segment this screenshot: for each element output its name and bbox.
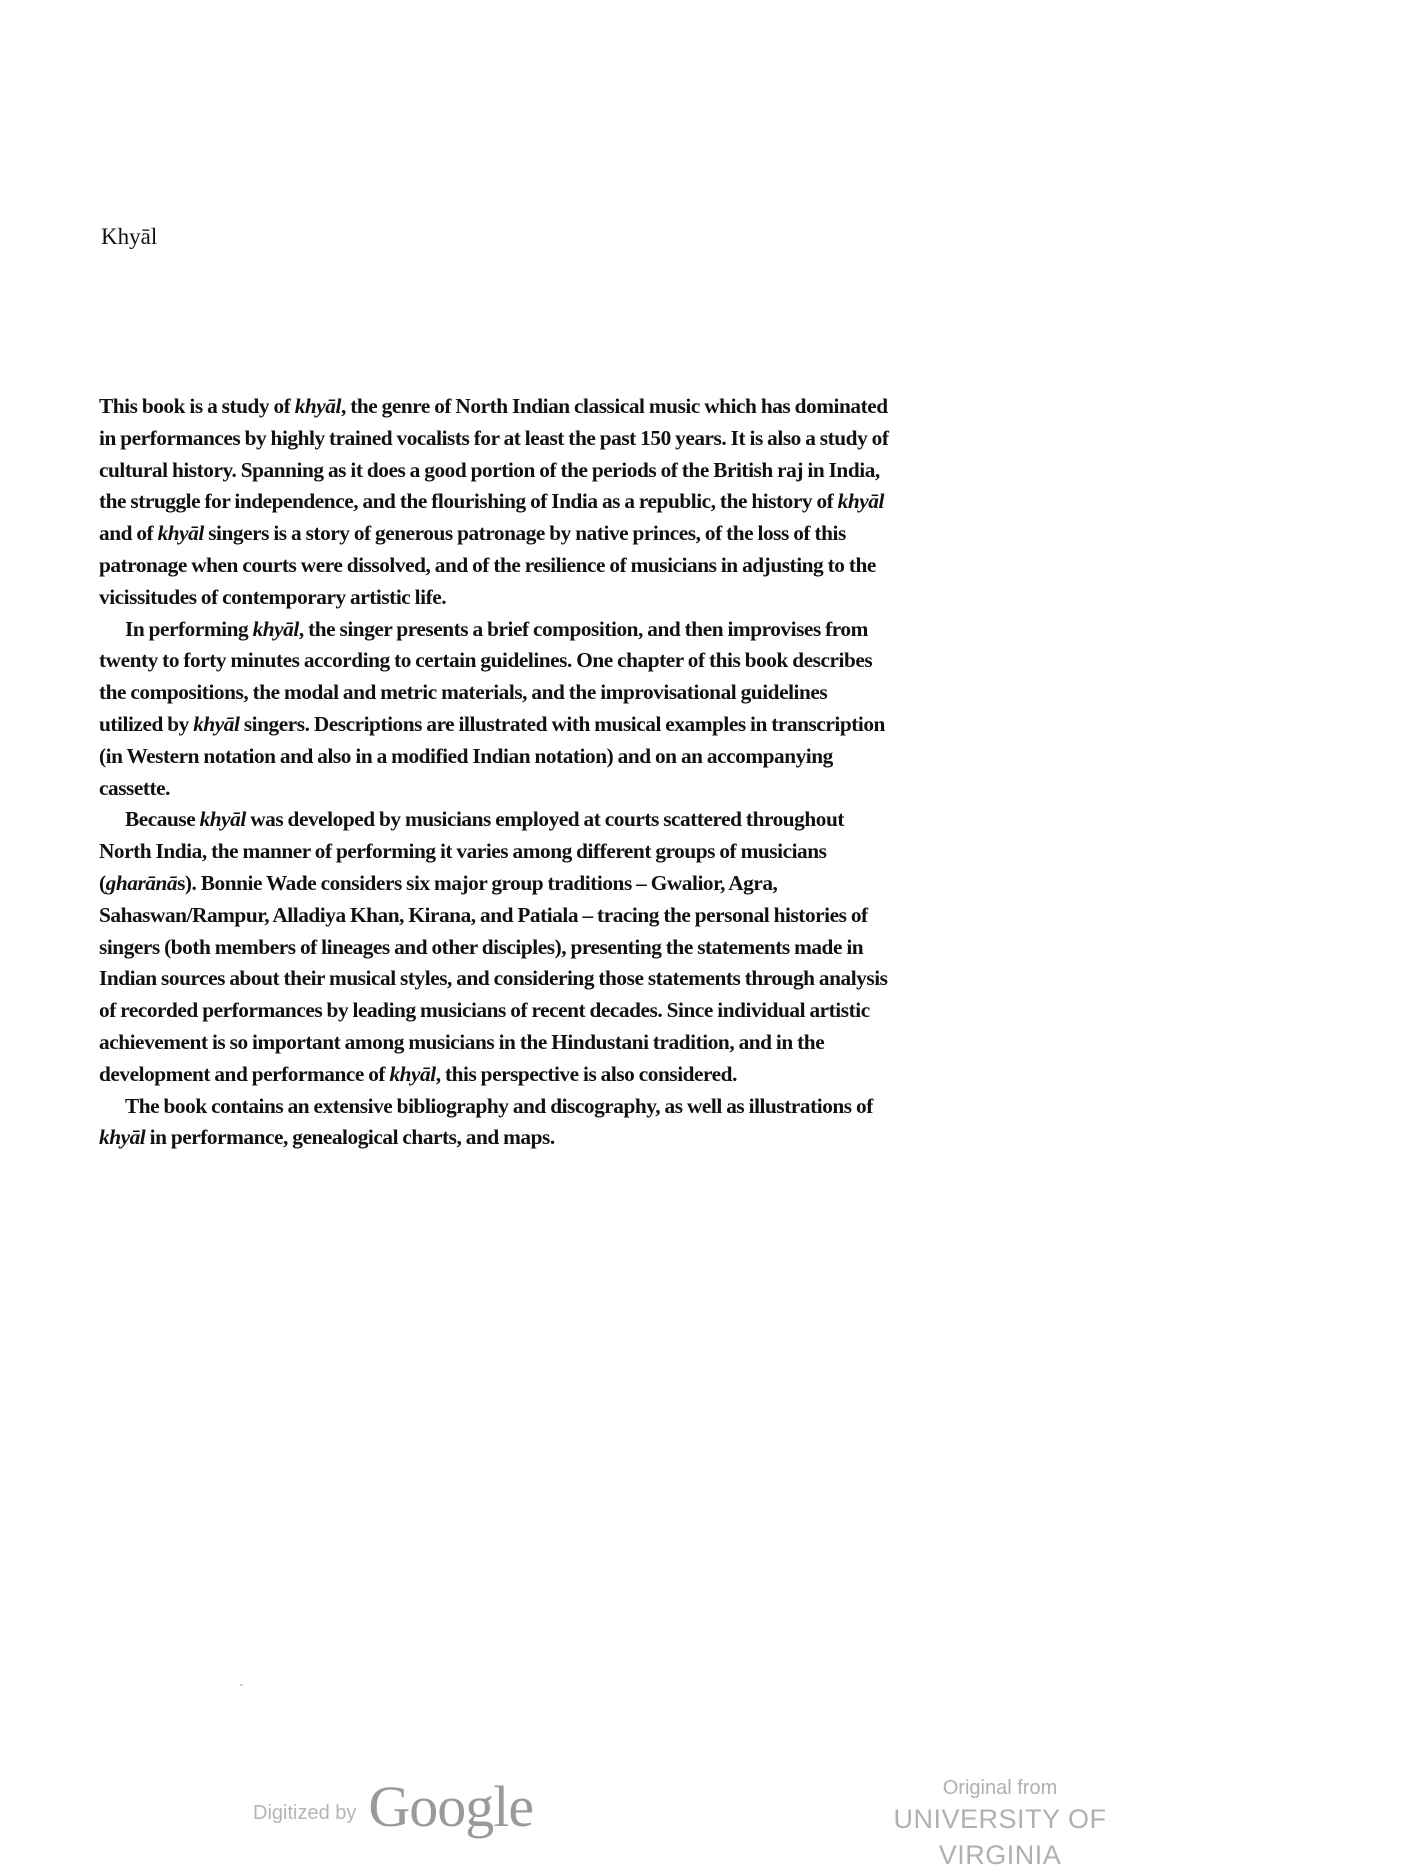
text-run: twenty to forty minutes according to certain guidelines. One chapter of this book describes — [99, 648, 873, 673]
text-run: in performance, genealogical charts, and maps. — [145, 1125, 555, 1150]
original-from-label: Original from — [942, 1777, 1058, 1799]
text-run: , this perspective is also considered. — [435, 1061, 737, 1086]
text-run: The book contains an extensive bibliography and discography, as well as illustrations of — [125, 1093, 873, 1118]
original-source-mark — [830, 1775, 1170, 1873]
text-line — [99, 391, 1069, 423]
text-line — [99, 773, 1069, 805]
text-line — [99, 900, 1069, 932]
text-run: singers. Descriptions are illustrated with musical examples in transcription — [239, 711, 885, 736]
text-line — [99, 677, 1069, 709]
text-line — [99, 995, 1069, 1027]
text-run: in performances by highly trained vocalists for at least the past 150 years. It is also a study of — [99, 425, 889, 450]
italic-term: khyāl — [389, 1061, 436, 1086]
text-line — [99, 709, 1069, 741]
text-line — [99, 582, 1069, 614]
university-name: UNIVERSITY OF VIRGINIA — [893, 1804, 1107, 1870]
text-run: of recorded performances by leading musicians of recent decades. Since individual artistic — [99, 998, 870, 1023]
paragraph — [99, 804, 1069, 1090]
text-run: cultural history. Spanning as it does a good portion of the periods of the British raj in India, — [99, 457, 880, 482]
text-line — [99, 932, 1069, 964]
body-text — [99, 391, 1069, 1154]
text-line — [99, 804, 1069, 836]
text-line — [99, 518, 1069, 550]
text-run: singers (both members of lineages and other disciples), presenting the statements made in — [99, 934, 864, 959]
text-line — [99, 455, 1069, 487]
text-line — [99, 486, 1069, 518]
italic-term: khyāl — [199, 807, 246, 832]
text-run: cassette. — [99, 775, 171, 800]
italic-term: khyāl — [252, 616, 299, 641]
paragraph — [99, 1091, 1069, 1155]
text-run: , the genre of North Indian classical music which has dominated — [340, 394, 888, 418]
text-run: singers is a story of generous patronage by native princes, of the loss of this — [203, 521, 846, 546]
text-run: patronage when courts were dissolved, and of the resilience of musicians in adjusting to the — [99, 552, 876, 577]
text-line — [99, 1122, 1069, 1154]
text-line — [99, 423, 1069, 455]
italic-term: gharānā — [105, 870, 178, 895]
text-run: Because — [125, 807, 200, 832]
text-run: and of — [99, 521, 158, 546]
google-logo: Google — [368, 1773, 534, 1839]
text-line — [99, 836, 1069, 868]
text-run: was developed by musicians employed at courts scattered throughout — [245, 807, 844, 832]
text-line — [99, 963, 1069, 995]
text-run: the struggle for independence, and the flourishing of India as a republic, the history of — [99, 489, 838, 514]
italic-term: khyāl — [99, 1125, 146, 1150]
text-run: ( — [99, 870, 106, 895]
digitized-by-label: Digitized by — [253, 1801, 357, 1824]
paragraph — [99, 391, 1069, 614]
text-line — [99, 868, 1069, 900]
text-run: vicissitudes of contemporary artistic life. — [99, 584, 447, 609]
paragraph — [99, 614, 1069, 805]
text-line — [99, 1059, 1069, 1091]
page-title: Khyāl — [101, 224, 158, 249]
text-line — [99, 741, 1069, 773]
text-run: achievement is so important among musicians in the Hindustani tradition, and in the — [99, 1029, 825, 1054]
text-run: Sahaswan/Rampur, Alladiya Khan, Kirana, and Patiala – tracing the personal histories of — [99, 902, 868, 927]
text-line — [99, 645, 1069, 677]
scan-speck — [240, 1684, 243, 1686]
italic-term: khyāl — [837, 489, 884, 514]
text-run: utilized by — [99, 711, 194, 736]
text-run: , the singer presents a brief composition, and then improvises from — [298, 616, 868, 641]
italic-term: khyāl — [157, 521, 204, 546]
text-run: This book is a study of — [99, 394, 295, 418]
text-run: the compositions, the modal and metric materials, and the improvisational guidelines — [99, 680, 828, 705]
italic-term: khyāl — [294, 394, 341, 418]
text-run: s). Bonnie Wade considers six major group traditions – Gwalior, Agra, — [177, 870, 778, 895]
digitized-by-google-mark — [253, 1766, 533, 1846]
text-run: (in Western notation and also in a modified Indian notation) and on an accompanying — [99, 743, 833, 768]
text-line — [99, 614, 1069, 646]
text-run: North India, the manner of performing it varies among different groups of musicians — [99, 839, 827, 864]
text-line — [99, 1091, 1069, 1123]
text-run: Indian sources about their musical styles, and considering those statements through analysis — [99, 966, 888, 991]
text-line — [99, 550, 1069, 582]
italic-term: khyāl — [193, 711, 240, 736]
text-run: In performing — [125, 616, 253, 641]
text-run: development and performance of — [99, 1061, 390, 1086]
text-line — [99, 1027, 1069, 1059]
